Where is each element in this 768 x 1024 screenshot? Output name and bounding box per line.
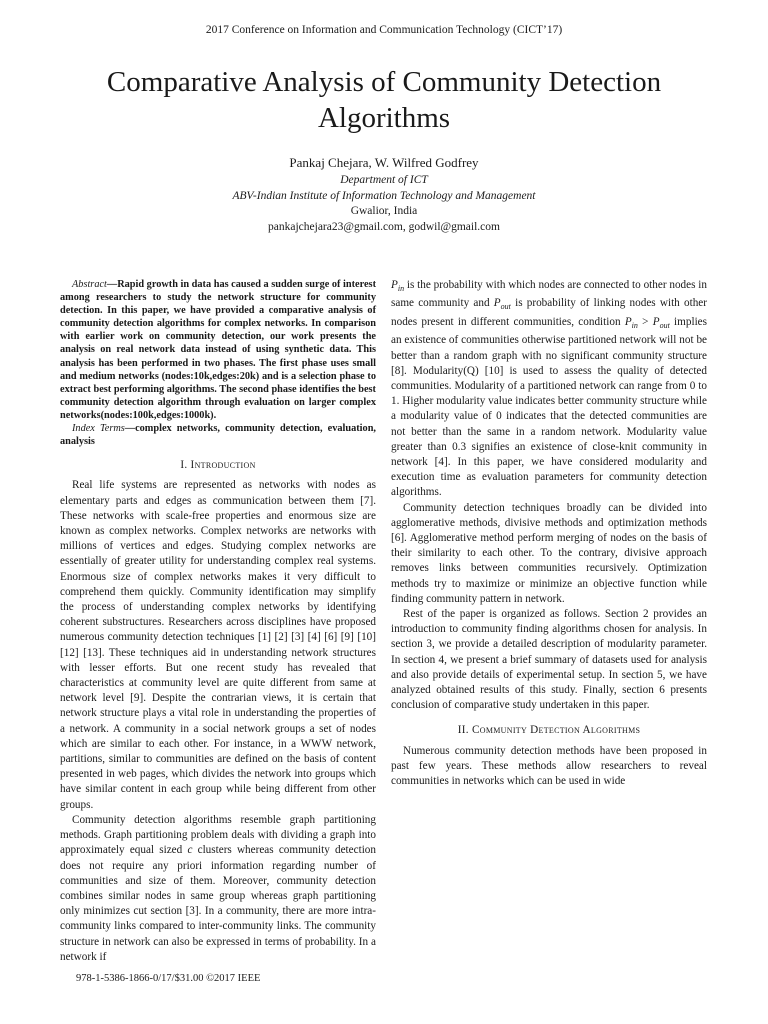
abstract: [60, 278, 376, 422]
section-heading-algorithms: II. Community Detection Algorithms: [457, 724, 641, 737]
intro-paragraph-3: Community detection techniques broadly can be divided into agglomerative methods, divisive methods and optimization methods [6]. Agglomerative method perform merging of nodes on the basis of their similarity to each other. To the contrary, divisive approach removes links between communities recursively. Optimization methods try to maximize or minimize an objective function while finding community pattern in network.: [391, 501, 707, 605]
department: Department of ICT: [340, 174, 428, 186]
left-column: [60, 278, 376, 965]
right-column: [391, 278, 707, 789]
abstract-text: —Rapid growth in data has caused a sudden surge of interest among researchers to study the network structure for community detection. In this paper, we have provided a comparative analysis of community detection algorithms for complex networks. In comparison with earlier work on community detection, our work presents the analysis on real network data instead of using synthetic data. This analysis has been performed in two phases. The first phase uses small and medium networks (nodes:10k,edges:20k) and is a selection phase to extract best performing algorithms. The second phase identifies the best community detection algorithm through evaluation on larger complex networks(nodes:100k,edges:1000k).: [60, 279, 376, 421]
index-terms-text: —complex networks, community detection, evaluation, analysis: [60, 423, 376, 448]
author-affiliation: [0, 173, 768, 235]
paper-title: Comparative Analysis of Community Detection Algorithms: [106, 66, 662, 134]
section-heading-introduction: I. Introduction: [180, 459, 256, 472]
author-emails: pankajchejara23@gmail.com, godwil@gmail.com: [268, 220, 500, 233]
index-terms: [60, 422, 376, 448]
conference-header: 2017 Conference on Information and Communication Technology (CICT’17): [205, 24, 563, 36]
intro-paragraph-2: Community detection algorithms resemble graph partitioning methods. Graph partitioning problem deals with dividing a graph into approximately equal sized c clusters whereas community detection does not require any priori information regarding number of communities and size of them. Moreover, community detection combines similar nodes in same group whereas graph partitioning only minimizes cut section [3]. In a community, there are more intra-community links compared to inter-community links. The community structure in network can also be expressed in terms of probability. In a network if: [60, 813, 376, 963]
intro-paragraph-1: Real life systems are represented as networks with nodes as elementary parts and edges as communication between them [7]. These networks with scale-free properties and enormous size are known as complex networks. Complex networks are networks with millions of vertices and edges. Studying complex networks are essentially of greater utility for understanding complex real systems. Enormous size of complex networks makes it very difficult to comprehend them quickly. Community identification may simplify the process of understanding complex networks by identifying coherent substructures. Researchers across disciplines have proposed numerous community detection techniques [1] [2] [3] [4] [6] [9] [10] [12] [13]. These techniques aid in understanding network structures with lesser efforts. But one recent study has revealed that characteristics at community level are quite different from same at network level [9]. Despite the contrarian views, it is certain that network structure plays a vital role in understanding the properties of a network. A community in a social network groups a set of nodes which are similar to each other. For instance, in a WWW network, partitions, similar to communities are defined on the basis of content presented in web pages, which divides the network into groups which have similar content in each group while being different from other groups.: [60, 479, 376, 811]
copyright-footer: 978-1-5386-1866-0/17/$31.00 ©2017 IEEE: [76, 973, 261, 984]
paper-authors: Pankaj Chejara, W. Wilfred Godfrey: [289, 155, 479, 170]
sec2-paragraph-1: Numerous community detection methods have been proposed in past few years. These methods allow researchers to reveal communities in networks which can be used in wide: [391, 744, 707, 787]
index-terms-label: Index Terms: [72, 423, 125, 435]
institute: ABV-Indian Institute of Information Technology and Management: [232, 189, 536, 202]
intro-paragraph-2-continued: $P_{in}$ is the probability with which nodes are connected to other nodes in same community and $P_{out}$ is probability of linking nodes with other nodes present in different communities, condition $P_{in} > P_{out}$ implies an existence of communities otherwise partitioned network will not be better than a random graph with no significant community structure [8]. Modularity(Q) [10] is used to assess the quality of detected communities. Modularity of a partitioned network can range from 0 to 1. Higher modularity value indicates better community structure while a modularity value of 0 indicates that the detected communities are not better than the same in a random network. Modularity value greater than 0.3 signifies an existence of close-knit community in network [4]. In this paper, we have considered modularity and execution time as evaluation parameters for community detection algorithms.: [391, 279, 707, 499]
location: Gwalior, India: [350, 205, 418, 217]
abstract-label: Abstract: [72, 279, 107, 290]
intro-paragraph-4: Rest of the paper is organized as follows. Section 2 provides an introduction to community finding algorithms chosen for analysis. In section 3, we provide a detailed description of modularity parameter. In section 4, we present a brief summary of datasets used for analysis and also provide details of experimental setup. In section 5, we have analyzed obtained results of this study. Finally, section 6 presents conclusion of comparative study undertaken in this paper.: [391, 607, 707, 712]
